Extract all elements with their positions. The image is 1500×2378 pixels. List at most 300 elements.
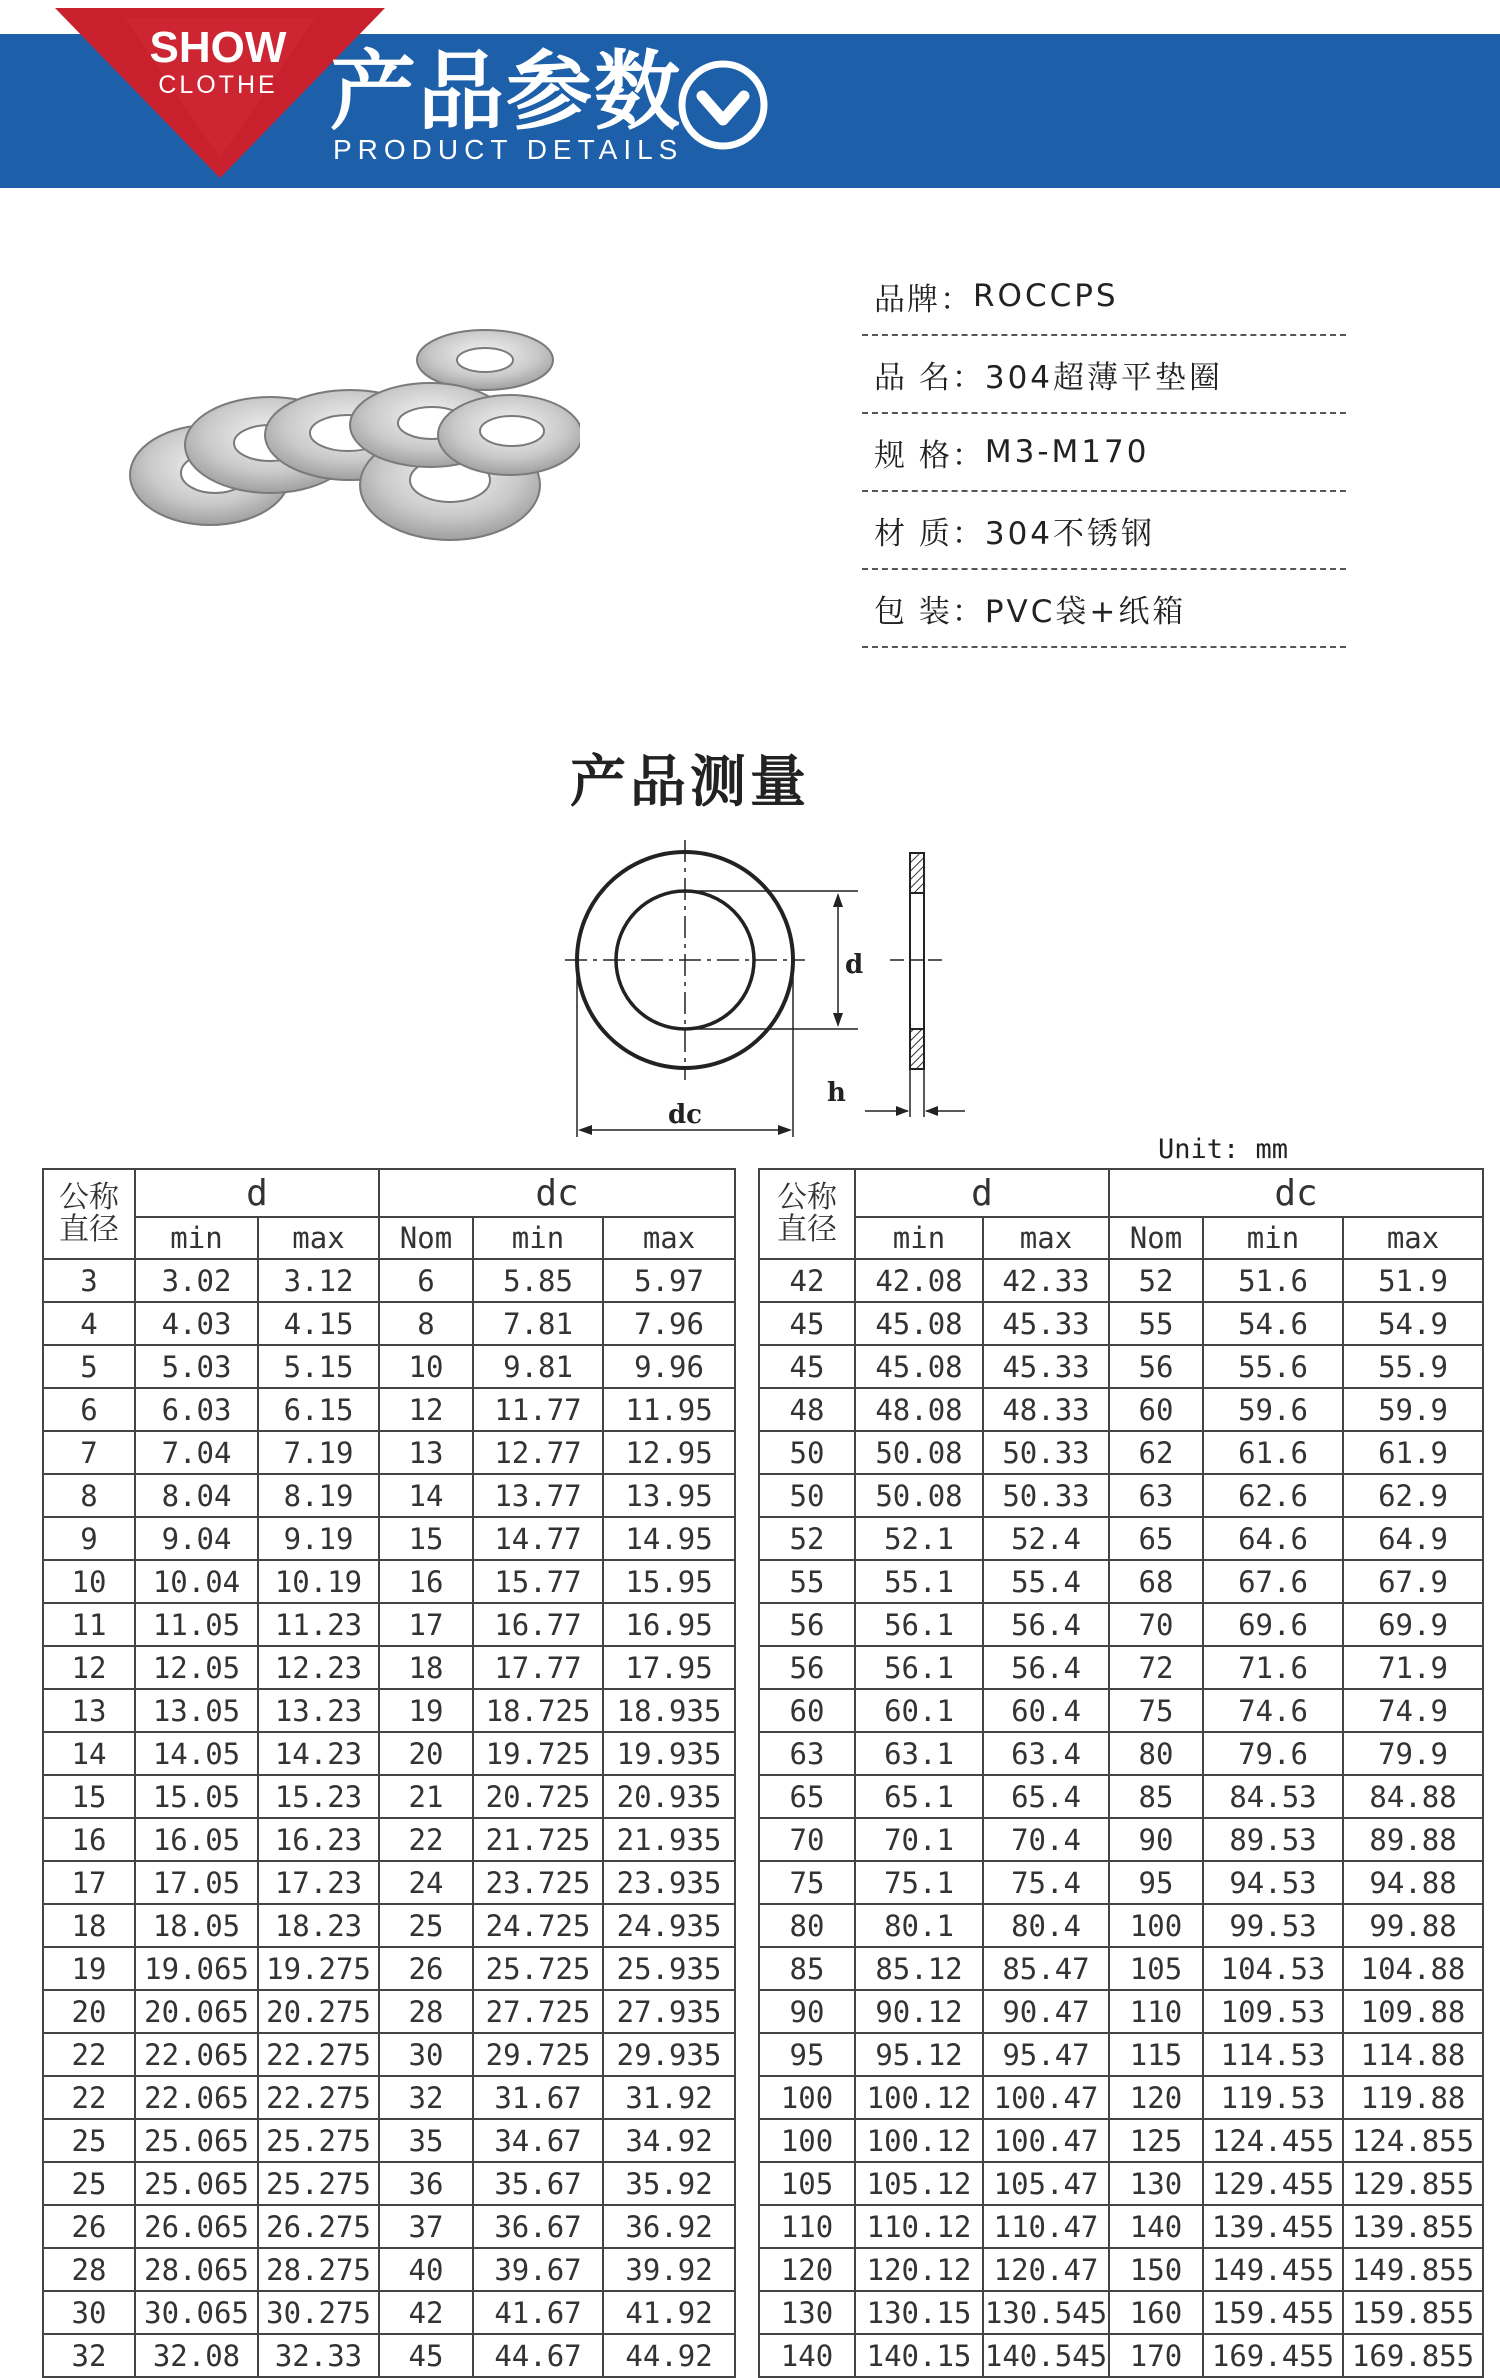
table-cell: 50.33 [983,1474,1109,1517]
table-cell: 17.23 [258,1861,379,1904]
table-cell: 150 [1109,2248,1203,2291]
table-cell: 55.4 [983,1560,1109,1603]
table-cell: 89.53 [1203,1818,1343,1861]
spec-value: 304不锈钢 [984,515,1156,552]
spec-label: 材 质： [874,515,985,552]
table-cell: 109.88 [1343,1990,1483,2033]
table-cell: 15 [43,1775,135,1818]
washer-product-image [120,305,580,585]
table-cell: 45 [759,1345,855,1388]
table-cell: 20.275 [258,1990,379,2033]
table-cell: 140 [1109,2205,1203,2248]
table-cell: 36.67 [473,2205,603,2248]
table-cell: 56.1 [855,1603,983,1646]
table-cell: 21.725 [473,1818,603,1861]
table-cell: 80 [1109,1732,1203,1775]
table-cell: 159.855 [1343,2291,1483,2334]
table-cell: 75 [1109,1689,1203,1732]
chevron-down-icon [676,58,770,152]
table-cell: 84.88 [1343,1775,1483,1818]
table-cell: 35.92 [603,2162,735,2205]
table-cell: 50.33 [983,1431,1109,1474]
table-cell: 16.23 [258,1818,379,1861]
table-cell: 14.05 [135,1732,258,1775]
table-cell: 6 [379,1259,473,1302]
table-cell: 32.33 [258,2334,379,2377]
table-cell: 54.6 [1203,1302,1343,1345]
table-cell: 7.04 [135,1431,258,1474]
table-cell: 169.455 [1203,2334,1343,2377]
table-row [759,1818,1483,1861]
table-cell: 100 [1109,1904,1203,1947]
table-cell: 56.4 [983,1603,1109,1646]
table-cell: 22 [379,1818,473,1861]
table-cell: 105.12 [855,2162,983,2205]
table-cell: 37 [379,2205,473,2248]
table-cell: 3 [43,1259,135,1302]
table-cell: 124.455 [1203,2119,1343,2162]
table-cell: 20.065 [135,1990,258,2033]
table-cell: 100 [759,2076,855,2119]
table-cell: 52 [1109,1259,1203,1302]
spec-value: PVC袋+纸箱 [984,593,1187,630]
header-min: min [855,1217,983,1259]
table-cell: 48 [759,1388,855,1431]
table-cell: 12 [379,1388,473,1431]
table-cell: 60.1 [855,1689,983,1732]
table-cell: 55.9 [1343,1345,1483,1388]
table-cell: 16 [379,1560,473,1603]
table-cell: 74.9 [1343,1689,1483,1732]
table-cell: 15.77 [473,1560,603,1603]
table-cell: 27.935 [603,1990,735,2033]
table-cell: 25.725 [473,1947,603,1990]
table-cell: 21 [379,1775,473,1818]
table-cell: 159.455 [1203,2291,1343,2334]
table-cell: 17.95 [603,1646,735,1689]
table-row [759,2205,1483,2248]
table-cell: 19.935 [603,1732,735,1775]
table-cell: 63 [759,1732,855,1775]
table-row [43,1732,735,1775]
spec-value: M3-M170 [984,434,1150,470]
table-cell: 67.9 [1343,1560,1483,1603]
table-row [43,2248,735,2291]
header-nom: Nom [1109,1217,1203,1259]
table-cell: 25.275 [258,2162,379,2205]
table-cell: 26.065 [135,2205,258,2248]
table-cell: 50.08 [855,1474,983,1517]
table-cell: 25.935 [603,1947,735,1990]
spec-packaging [862,570,1346,648]
table-cell: 119.53 [1203,2076,1343,2119]
table-row [759,1560,1483,1603]
table-cell: 48.33 [983,1388,1109,1431]
table-cell: 10 [43,1560,135,1603]
table-cell: 22.065 [135,2076,258,2119]
table-cell: 54.9 [1343,1302,1483,1345]
table-cell: 41.67 [473,2291,603,2334]
table-cell: 59.9 [1343,1388,1483,1431]
table-cell: 75.1 [855,1861,983,1904]
table-cell: 64.6 [1203,1517,1343,1560]
table-cell: 22.275 [258,2076,379,2119]
dimension-table-left [42,1168,736,2378]
table-cell: 94.88 [1343,1861,1483,1904]
table-cell: 100.12 [855,2076,983,2119]
table-cell: 24.935 [603,1904,735,1947]
table-cell: 56.4 [983,1646,1109,1689]
table-cell: 13 [379,1431,473,1474]
header-min: min [1203,1217,1343,1259]
table-cell: 100.47 [983,2119,1109,2162]
table-cell: 5 [43,1345,135,1388]
table-cell: 50.08 [855,1431,983,1474]
table-row [43,1345,735,1388]
table-cell: 12.05 [135,1646,258,1689]
table-cell: 4 [43,1302,135,1345]
table-cell: 60 [759,1689,855,1732]
table-cell: 14 [43,1732,135,1775]
spec-material [862,492,1346,570]
table-cell: 20.935 [603,1775,735,1818]
dimension-label-h: h [827,1078,846,1108]
table-cell: 32 [43,2334,135,2377]
table-cell: 11 [43,1603,135,1646]
table-cell: 20 [379,1732,473,1775]
table-cell: 56 [759,1646,855,1689]
table-cell: 100.12 [855,2119,983,2162]
table-cell: 26 [43,2205,135,2248]
header-d: d [135,1169,379,1217]
table-cell: 15.95 [603,1560,735,1603]
header-dc: dc [379,1169,735,1217]
page-subtitle: PRODUCT DETAILS [333,134,684,165]
table-cell: 85.47 [983,1947,1109,1990]
dimension-label-d: d [845,950,864,980]
table-cell: 14.23 [258,1732,379,1775]
table-cell: 16.95 [603,1603,735,1646]
table-cell: 25.065 [135,2119,258,2162]
table-cell: 139.855 [1343,2205,1483,2248]
table-cell: 130 [759,2291,855,2334]
table-cell: 170 [1109,2334,1203,2377]
table-cell: 68 [1109,1560,1203,1603]
table-cell: 56 [1109,1345,1203,1388]
table-cell: 45.33 [983,1302,1109,1345]
table-row [759,2291,1483,2334]
table-cell: 90.47 [983,1990,1109,2033]
table-cell: 104.88 [1343,1947,1483,1990]
table-cell: 18.935 [603,1689,735,1732]
table-row [43,1560,735,1603]
table-cell: 139.455 [1203,2205,1343,2248]
washer-dimension-diagram [540,825,980,1150]
table-cell: 6 [43,1388,135,1431]
table-cell: 19.275 [258,1947,379,1990]
table-cell: 18 [43,1904,135,1947]
table-row [759,1990,1483,2033]
table-row [43,1646,735,1689]
spec-value: 304超薄平垫圈 [984,359,1224,396]
table-cell: 25.275 [258,2119,379,2162]
table-cell: 70.4 [983,1818,1109,1861]
table-cell: 42 [759,1259,855,1302]
table-row [43,2119,735,2162]
header-max: max [258,1217,379,1259]
spec-brand [862,258,1346,336]
table-cell: 140 [759,2334,855,2377]
table-cell: 100 [759,2119,855,2162]
table-cell: 105 [759,2162,855,2205]
table-cell: 19 [379,1689,473,1732]
table-cell: 109.53 [1203,1990,1343,2033]
spec-name [862,336,1346,414]
table-cell: 120 [759,2248,855,2291]
table-cell: 35.67 [473,2162,603,2205]
table-cell: 90.12 [855,1990,983,2033]
table-cell: 26.275 [258,2205,379,2248]
table-cell: 3.12 [258,1259,379,1302]
table-cell: 120.12 [855,2248,983,2291]
table-cell: 149.455 [1203,2248,1343,2291]
table-row [43,2162,735,2205]
table-cell: 6.03 [135,1388,258,1431]
table-cell: 32 [379,2076,473,2119]
table-cell: 65 [1109,1517,1203,1560]
table-cell: 85.12 [855,1947,983,1990]
table-cell: 29.725 [473,2033,603,2076]
table-cell: 45.33 [983,1345,1109,1388]
table-cell: 45.08 [855,1302,983,1345]
table-cell: 31.92 [603,2076,735,2119]
table-cell: 129.455 [1203,2162,1343,2205]
table-cell: 45.08 [855,1345,983,1388]
table-cell: 129.855 [1343,2162,1483,2205]
table-cell: 8 [379,1302,473,1345]
table-cell: 110.47 [983,2205,1109,2248]
table-cell: 62.9 [1343,1474,1483,1517]
table-cell: 63.1 [855,1732,983,1775]
table-cell: 16 [43,1818,135,1861]
table-cell: 130 [1109,2162,1203,2205]
table-cell: 70 [759,1818,855,1861]
table-cell: 34.92 [603,2119,735,2162]
table-cell: 114.88 [1343,2033,1483,2076]
header-min: min [473,1217,603,1259]
table-row [759,2033,1483,2076]
spec-list [862,258,1346,648]
table-cell: 22.275 [258,2033,379,2076]
table-cell: 3.02 [135,1259,258,1302]
table-cell: 8.19 [258,1474,379,1517]
table-cell: 5.97 [603,1259,735,1302]
table-cell: 30 [43,2291,135,2334]
table-cell: 30 [379,2033,473,2076]
table-cell: 105 [1109,1947,1203,1990]
table-cell: 18.23 [258,1904,379,1947]
table-cell: 23.725 [473,1861,603,1904]
table-cell: 20 [43,1990,135,2033]
table-cell: 18 [379,1646,473,1689]
table-cell: 95 [1109,1861,1203,1904]
table-row [43,1431,735,1474]
table-cell: 80.4 [983,1904,1109,1947]
table-cell: 5.15 [258,1345,379,1388]
table-cell: 140.545 [983,2334,1109,2377]
table-cell: 169.855 [1343,2334,1483,2377]
table-cell: 18.05 [135,1904,258,1947]
table-cell: 44.92 [603,2334,735,2377]
table-cell: 62 [1109,1431,1203,1474]
table-cell: 17 [379,1603,473,1646]
header-max: max [1343,1217,1483,1259]
table-cell: 70.1 [855,1818,983,1861]
table-row [43,1517,735,1560]
table-cell: 130.545 [983,2291,1109,2334]
dimension-label-dc: dc [668,1100,703,1130]
table-cell: 94.53 [1203,1861,1343,1904]
table-row [43,1388,735,1431]
table-cell: 6.15 [258,1388,379,1431]
table-cell: 61.6 [1203,1431,1343,1474]
table-row [759,1431,1483,1474]
table-row [759,1775,1483,1818]
table-cell: 55 [759,1560,855,1603]
table-cell: 119.88 [1343,2076,1483,2119]
table-cell: 44.67 [473,2334,603,2377]
badge-clothe-text: CLOTHE [158,71,278,99]
table-cell: 12.95 [603,1431,735,1474]
table-cell: 32.08 [135,2334,258,2377]
table-cell: 110 [759,2205,855,2248]
table-cell: 95 [759,2033,855,2076]
table-cell: 52 [759,1517,855,1560]
table-cell: 36.92 [603,2205,735,2248]
table-cell: 31.67 [473,2076,603,2119]
table-cell: 51.9 [1343,1259,1483,1302]
badge-show-text: SHOW [149,23,287,72]
table-cell: 15 [379,1517,473,1560]
table-cell: 34.67 [473,2119,603,2162]
spec-size [862,414,1346,492]
table-row [43,2334,735,2377]
table-cell: 13.05 [135,1689,258,1732]
table-cell: 13.77 [473,1474,603,1517]
table-cell: 80 [759,1904,855,1947]
table-cell: 69.9 [1343,1603,1483,1646]
table-cell: 75.4 [983,1861,1109,1904]
table-row [759,1732,1483,1775]
table-cell: 10 [379,1345,473,1388]
table-cell: 22 [43,2033,135,2076]
table-cell: 7 [43,1431,135,1474]
table-cell: 27.725 [473,1990,603,2033]
table-cell: 105.47 [983,2162,1109,2205]
table-cell: 114.53 [1203,2033,1343,2076]
header-nominal-diameter: 公称 直径 [759,1169,855,1259]
table-row [43,1302,735,1345]
table-cell: 79.6 [1203,1732,1343,1775]
table-cell: 65 [759,1775,855,1818]
table-cell: 11.05 [135,1603,258,1646]
table-cell: 99.88 [1343,1904,1483,1947]
table-cell: 61.9 [1343,1431,1483,1474]
table-row [43,1474,735,1517]
table-cell: 5.85 [473,1259,603,1302]
table-cell: 65.1 [855,1775,983,1818]
table-cell: 74.6 [1203,1689,1343,1732]
header-max: max [603,1217,735,1259]
table-row [43,2033,735,2076]
table-cell: 80.1 [855,1904,983,1947]
spec-label: 品 名： [874,359,985,396]
table-cell: 14.77 [473,1517,603,1560]
table-cell: 42.08 [855,1259,983,1302]
table-cell: 110 [1109,1990,1203,2033]
table-cell: 85 [1109,1775,1203,1818]
table-cell: 9 [43,1517,135,1560]
table-cell: 67.6 [1203,1560,1343,1603]
table-cell: 95.12 [855,2033,983,2076]
table-cell: 69.6 [1203,1603,1343,1646]
table-cell: 25 [43,2119,135,2162]
table-row [759,1474,1483,1517]
header-dc: dc [1109,1169,1483,1217]
spec-label: 包 装： [874,593,985,630]
table-cell: 17.05 [135,1861,258,1904]
table-cell: 72 [1109,1646,1203,1689]
table-cell: 11.95 [603,1388,735,1431]
spec-label: 品牌： [874,281,973,318]
spec-value: ROCCPS [973,278,1119,314]
table-cell: 41.92 [603,2291,735,2334]
table-cell: 60 [1109,1388,1203,1431]
table-cell: 50 [759,1431,855,1474]
table-cell: 30.275 [258,2291,379,2334]
table-cell: 95.47 [983,2033,1109,2076]
table-cell: 28 [43,2248,135,2291]
table-cell: 13.23 [258,1689,379,1732]
table-cell: 10.04 [135,1560,258,1603]
table-cell: 120 [1109,2076,1203,2119]
table-cell: 100.47 [983,2076,1109,2119]
table-row [43,2205,735,2248]
spec-label: 规 格： [874,437,985,474]
table-cell: 51.6 [1203,1259,1343,1302]
table-cell: 9.19 [258,1517,379,1560]
table-row [759,2334,1483,2377]
header-nominal-diameter: 公称 直径 [43,1169,135,1259]
table-cell: 14.95 [603,1517,735,1560]
table-cell: 12.77 [473,1431,603,1474]
table-cell: 10.19 [258,1560,379,1603]
table-cell: 52.4 [983,1517,1109,1560]
table-row [759,1388,1483,1431]
table-cell: 36 [379,2162,473,2205]
table-cell: 16.05 [135,1818,258,1861]
table-cell: 90 [759,1990,855,2033]
table-cell: 18.725 [473,1689,603,1732]
table-cell: 39.67 [473,2248,603,2291]
table-cell: 160 [1109,2291,1203,2334]
table-row [759,1646,1483,1689]
table-cell: 28 [379,1990,473,2033]
table-row [43,1603,735,1646]
table-row [43,1775,735,1818]
table-cell: 55 [1109,1302,1203,1345]
table-row [43,1818,735,1861]
